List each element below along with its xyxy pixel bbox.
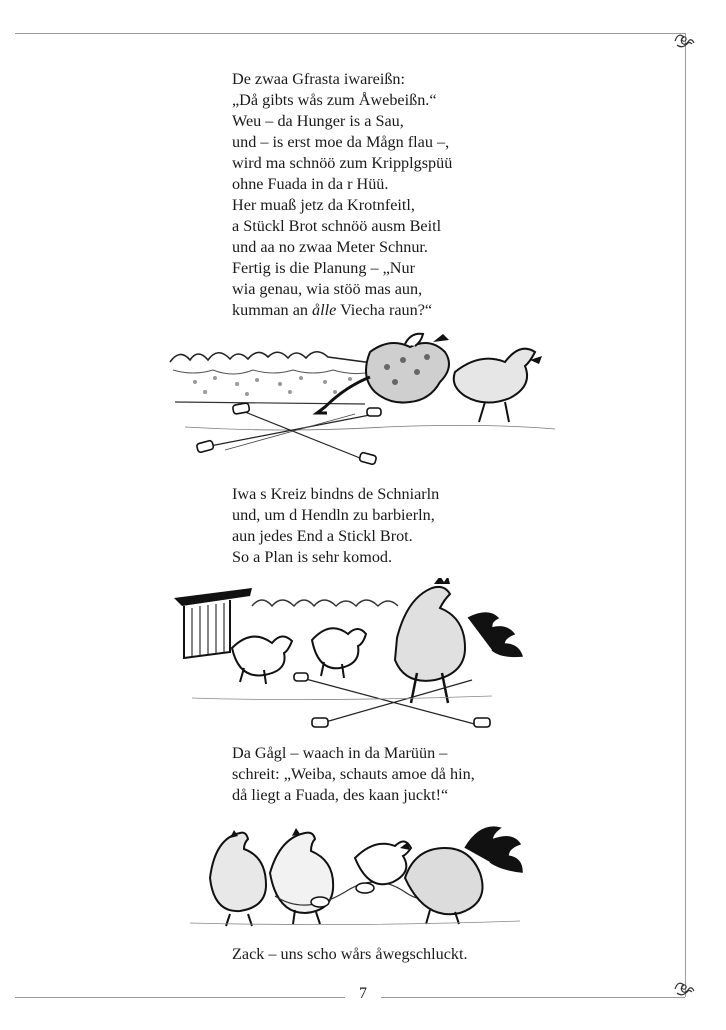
verse-line: Da Gågl – waach in da Marüün – [232, 744, 448, 762]
verse-line: und – is erst moe da Mågn flau –, [232, 133, 450, 151]
stanza-1 [232, 69, 452, 321]
verse-line: und, um d Hendln zu barbierln, [232, 506, 435, 524]
verse-line: Weu – da Hunger is a Sau, [232, 112, 404, 130]
verse-text: Viecha raun?“ [336, 301, 433, 319]
verse-line: wird ma schnöö zum Kripplgspüü [232, 154, 453, 172]
illustration-hens-and-rooster [172, 578, 542, 733]
verse-line: So a Plan is sehr komod. [232, 548, 393, 566]
verse-line: schreit: „Weiba, schauts amoe då hin, [232, 765, 475, 783]
page-frame-right [685, 33, 686, 997]
verse-line: Iwa s Kreiz bindns de Schniarln [232, 485, 440, 503]
verse-line: då liegt a Fuada, des kaan juckt!“ [232, 786, 449, 804]
verse-line: a Stückl Brot schnöö ausm Beitl [232, 217, 442, 235]
stanza-2 [232, 484, 439, 568]
verse-text: kumman an [232, 301, 313, 319]
illustration-hens-pecking [180, 818, 530, 930]
illustration-fox-lunging [165, 332, 555, 472]
verse-emphasis: ålle [312, 301, 337, 319]
verse-line-with-emphasis [232, 300, 452, 321]
verse-line: wia genau, wia stöö mas aun, [232, 280, 423, 298]
page-number: 7 [359, 985, 367, 1002]
page-frame-top [15, 33, 685, 34]
verse-line: „Då gibts wås zum Åwebeißn.“ [232, 91, 437, 109]
stanza-4 [232, 944, 468, 965]
corner-ornament-top [671, 29, 697, 51]
verse-line: Fertig is die Planung – „Nur [232, 259, 415, 277]
verse-line: und aa no zwaa Meter Schnur. [232, 238, 428, 256]
verse-line: Her muaß jetz da Krotnfeitl, [232, 196, 415, 214]
verse-line: Zack – uns scho wårs åwegschluckt. [232, 945, 468, 963]
verse-line: ohne Fuada in da r Hüü. [232, 175, 389, 193]
verse-line: De zwaa Gfrasta iwareißn: [232, 70, 406, 88]
verse-line: aun jedes End a Stickl Brot. [232, 527, 413, 545]
stanza-3 [232, 743, 475, 806]
corner-ornament-bottom [671, 975, 697, 999]
